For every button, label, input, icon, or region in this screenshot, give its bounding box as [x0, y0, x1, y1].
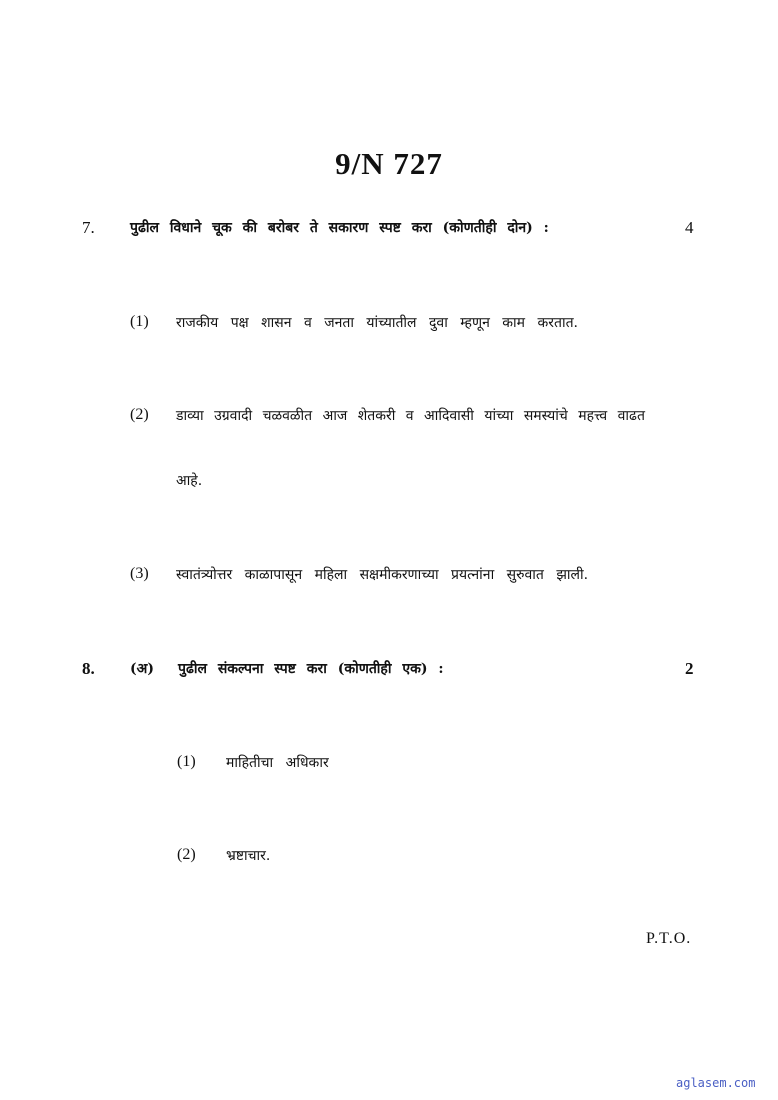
- question-8-text: पुढील संकल्पना स्पष्ट करा (कोणतीही एक) :: [178, 661, 444, 677]
- q7-item-3-number: (3): [130, 565, 149, 582]
- q7-item-2-text-continued: आहे.: [176, 473, 203, 489]
- q8-item-1-number: (1): [177, 753, 196, 770]
- question-8-marks: 2: [685, 659, 694, 678]
- question-7-marks: 4: [685, 218, 694, 237]
- q7-item-2-number: (2): [130, 406, 149, 423]
- q7-item-1-text: राजकीय पक्ष शासन व जनता यांच्यातील दुवा म्हणून काम करतात.: [176, 315, 579, 331]
- paper-code-heading: 9/N 727: [335, 146, 443, 181]
- watermark-link[interactable]: aglasem.com: [676, 1076, 756, 1090]
- question-8-part: (अ): [130, 661, 154, 677]
- q7-item-3-text: स्वातंत्र्योत्तर काळापासून महिला सक्षमीकरणाच्या प्रयत्नांना सुरुवात झाली.: [176, 567, 589, 583]
- question-7-number: 7.: [82, 218, 95, 237]
- q8-item-1-text: माहितीचा अधिकार: [226, 755, 329, 771]
- pto-label: P.T.O.: [646, 930, 692, 947]
- q8-item-2-number: (2): [177, 846, 196, 863]
- q8-item-2-text: भ्रष्टाचार.: [226, 848, 271, 864]
- q7-item-1-number: (1): [130, 313, 149, 330]
- question-7-text: पुढील विधाने चूक की बरोबर ते सकारण स्पष्ट करा (कोणतीही दोन) :: [130, 220, 549, 236]
- question-8-number: 8.: [82, 659, 95, 678]
- q7-item-2-text: डाव्या उग्रवादी चळवळीत आज शेतकरी व आदिवासी यांच्या समस्यांचे महत्त्व वाढत: [176, 408, 645, 424]
